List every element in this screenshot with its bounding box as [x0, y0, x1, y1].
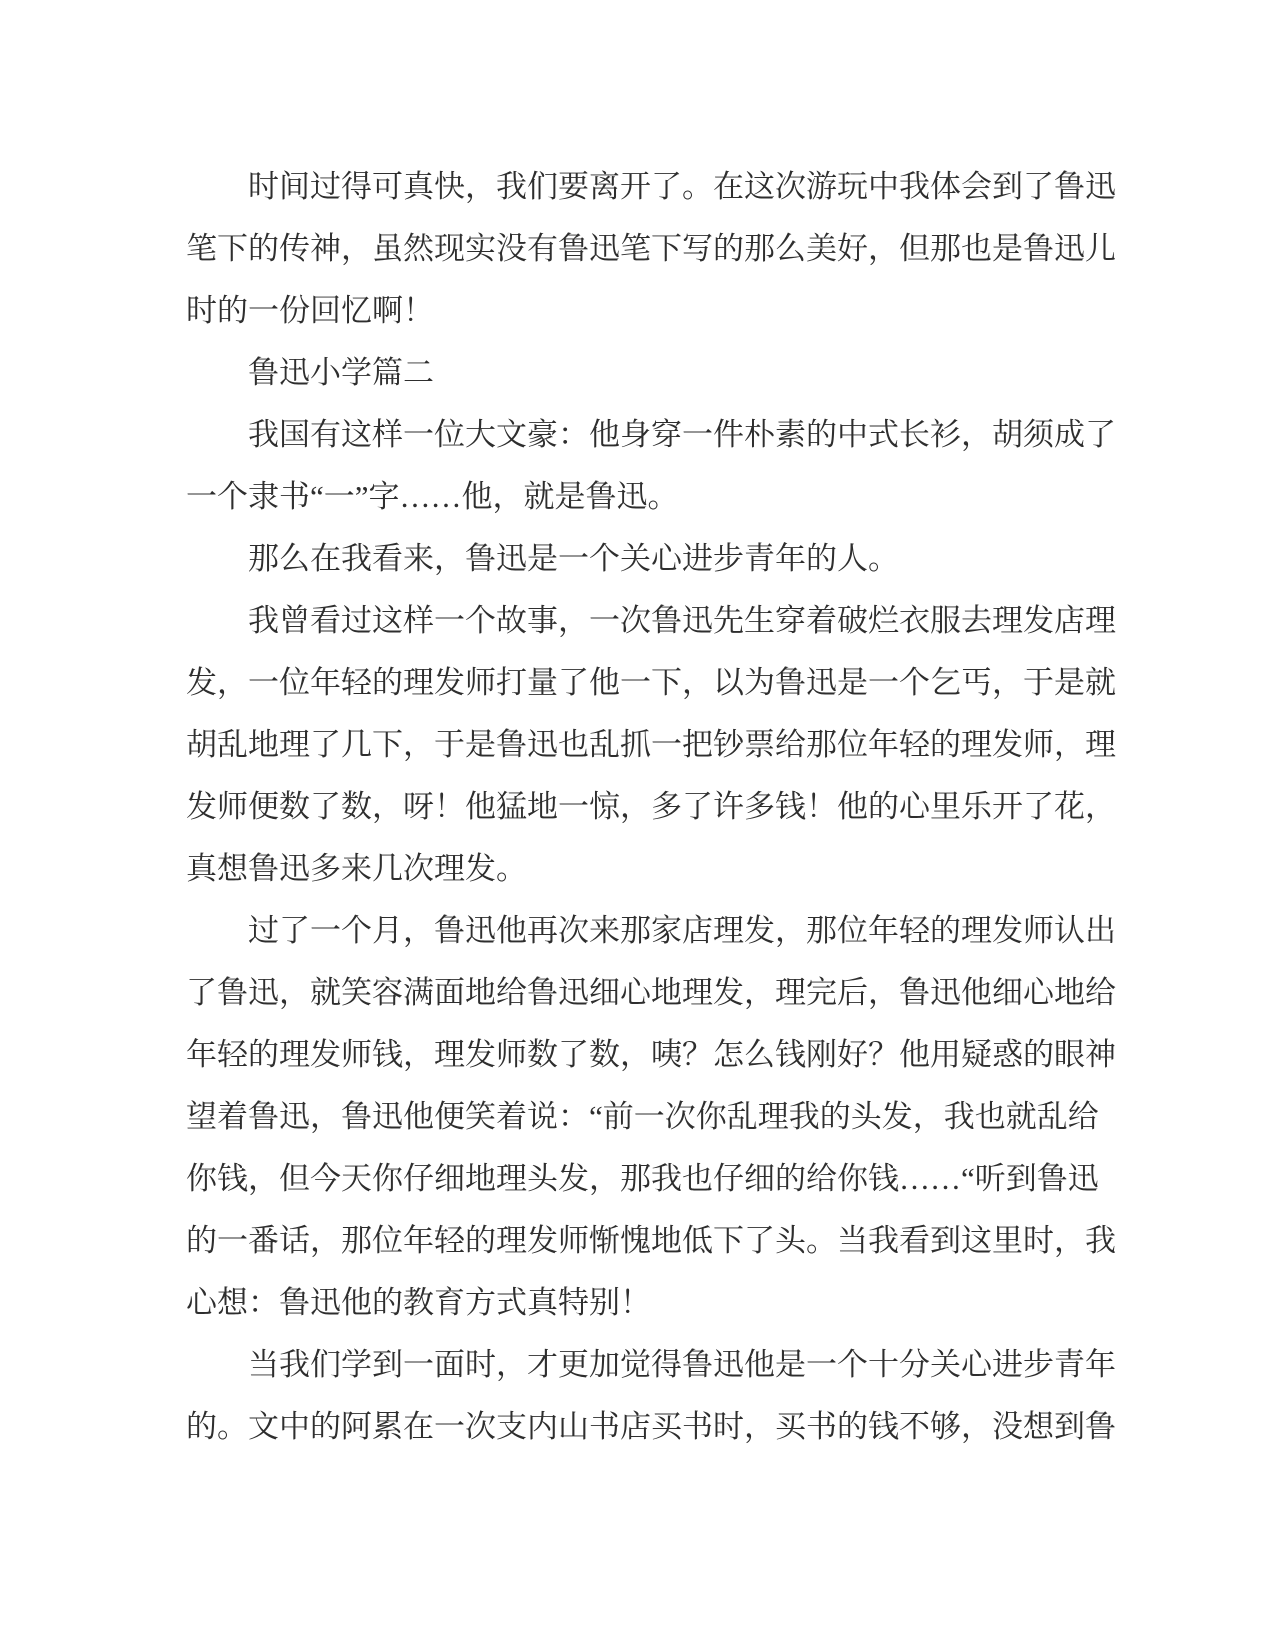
document-text-block [186, 156, 1126, 1458]
paragraph: 鲁迅小学篇二 [248, 355, 434, 390]
paragraph: 时间过得可真快，我们要离开了。在这次游玩中我体会到了鲁迅笔下的传神，虽然现实没有鲁迅笔下写的那么美好，但那也是鲁迅儿时的一份回忆啊！ [186, 169, 1116, 328]
paragraph: 当我们学到一面时，才更加觉得鲁迅他是一个十分关心进步青年的。文中的阿累在一次支内山书店买书时，买书的钱不够，没想到鲁 [186, 1347, 1116, 1444]
paragraph: 过了一个月，鲁迅他再次来那家店理发，那位年轻的理发师认出了鲁迅，就笑容满面地给鲁迅细心地理发，理完后，鲁迅他细心地给年轻的理发师钱，理发师数了数，咦？怎么钱刚好？他用疑惑的眼神望着鲁迅，鲁迅他便笑着说：“前一次你乱理我的头发，我也就乱给你钱，但今天你仔细地理头发，那我也仔细的给你钱……“听到鲁迅的一番话，那位年轻的理发师惭愧地低下了头。当我看到这里时，我心想：鲁迅他的教育方式真特别！ [186, 913, 1116, 1320]
paragraph: 我曾看过这样一个故事，一次鲁迅先生穿着破烂衣服去理发店理发，一位年轻的理发师打量了他一下，以为鲁迅是一个乞丐，于是就胡乱地理了几下，于是鲁迅也乱抓一把钞票给那位年轻的理发师，理发师便数了数，呀！他猛地一惊，多了许多钱！他的心里乐开了花，真想鲁迅多来几次理发。 [186, 603, 1116, 886]
paragraph: 那么在我看来，鲁迅是一个关心进步青年的人。 [248, 541, 899, 576]
paragraph: 我国有这样一位大文豪：他身穿一件朴素的中式长衫，胡须成了一个隶书“一”字……他，就是鲁迅。 [186, 417, 1116, 514]
